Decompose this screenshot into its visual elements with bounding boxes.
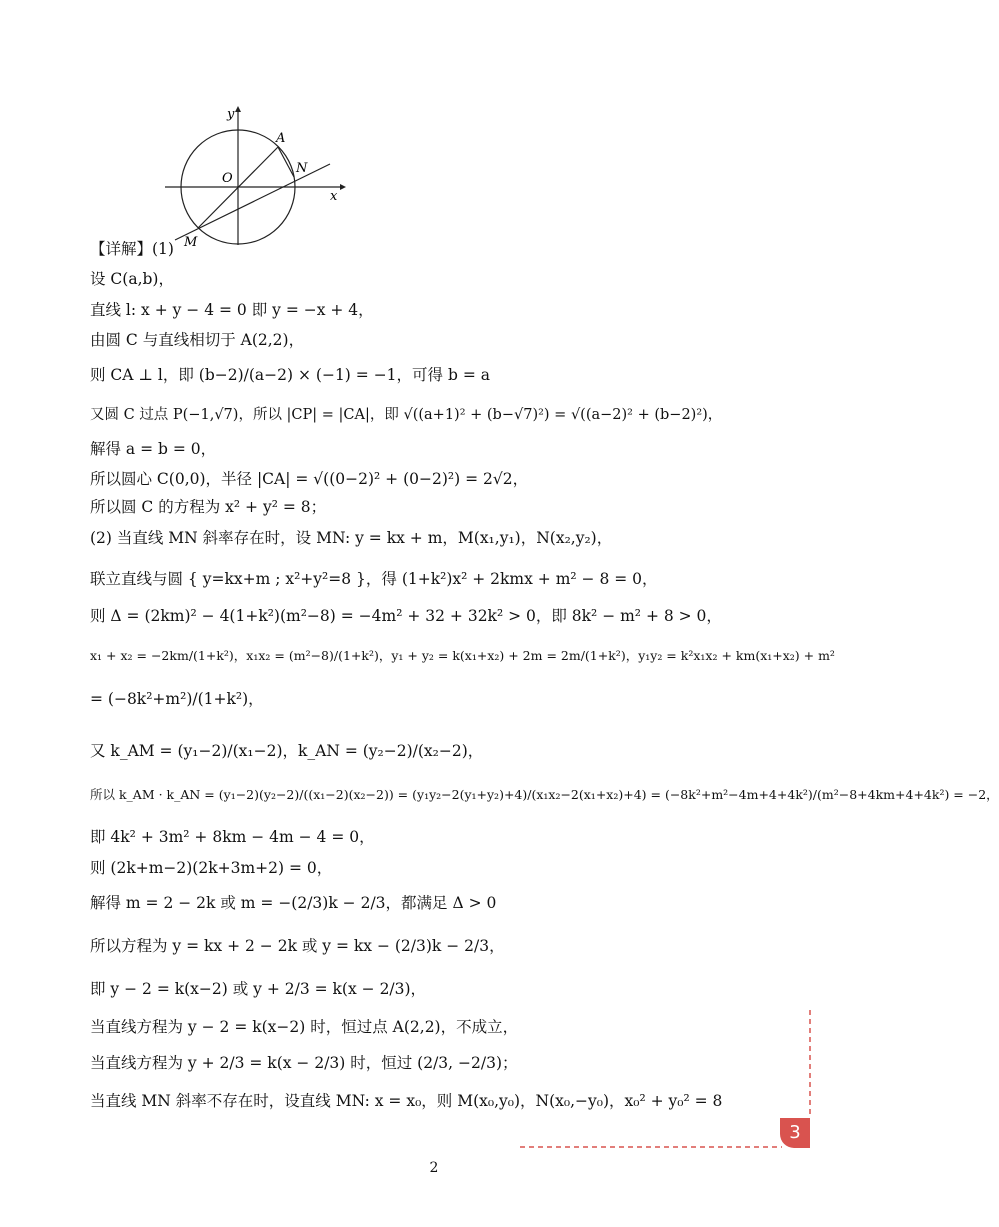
label-m: M <box>184 235 198 250</box>
solution-line: (2) 当直线 MN 斜率存在时，设 MN: y = kx + m，M(x₁,y₁)，N(x₂,y₂)， <box>90 529 613 547</box>
solution-line: 当直线 MN 斜率不存在时，设直线 MN: x = x₀，则 M(x₀,y₀)，N(x₀,−y₀)，x₀² + y₀² = 8 <box>90 1092 723 1110</box>
solution-line: 又 k_AM = (y₁−2)/(x₁−2)，k_AN = (y₂−2)/(x₂−2)， <box>90 742 484 760</box>
label-x: x <box>330 189 338 204</box>
solution-line: = (−8k²+m²)/(1+k²)， <box>90 690 264 708</box>
solution-line: 即 y − 2 = k(x−2) 或 y + 2/3 = k(x − 2/3)， <box>90 980 427 998</box>
solution-line: 则 CA ⊥ l，即 (b−2)/(a−2) × (−1) = −1，可得 b = a <box>90 366 490 384</box>
solution-line: 当直线方程为 y − 2 = k(x−2) 时，恒过点 A(2,2)，不成立， <box>90 1018 519 1036</box>
solution-line: 直线 l: x + y − 4 = 0 即 y = −x + 4， <box>90 301 374 319</box>
label-y: y <box>227 107 235 122</box>
solution-line: 即 4k² + 3m² + 8km − 4m − 4 = 0， <box>90 828 375 846</box>
solution-line: 所以 k_AM · k_AN = (y₁−2)(y₂−2)/((x₁−2)(x₂−2)) = (y₁y₂−2(y₁+y₂)+4)/(x₁x₂−2(x₁+x₂)+4) = (−8k²+m²−4m+4+4k²)/(m²−8+4km+4+4k²) = −2， <box>90 787 999 802</box>
solution-line: 解得 m = 2 − 2k 或 m = −(2/3)k − 2/3，都满足 Δ > 0 <box>90 894 497 912</box>
label-o: O <box>222 171 233 186</box>
label-n: N <box>296 161 308 176</box>
page-number: 2 <box>429 1160 439 1176</box>
solution-line: 所以方程为 y = kx + 2 − 2k 或 y = kx − (2/3)k − 2/3， <box>90 937 505 955</box>
page-badge: 3 <box>780 1118 810 1148</box>
solution-heading: 【详解】(1) <box>90 240 174 258</box>
solution-line: 所以圆 C 的方程为 x² + y² = 8； <box>90 498 327 516</box>
solution-line: 联立直线与圆 { y=kx+m ; x²+y²=8 }，得 (1+k²)x² + 2kmx + m² − 8 = 0， <box>90 570 658 588</box>
solution-line: 又圆 C 过点 P(−1,√7)，所以 |CP| = |CA|，即 √((a+1)² + (b−√7)²) = √((a−2)² + (b−2)²)， <box>90 407 723 423</box>
solution-line: 所以圆心 C(0,0)，半径 |CA| = √((0−2)² + (0−2)²) = 2√2， <box>90 470 529 488</box>
solution-line: x₁ + x₂ = −2km/(1+k²)，x₁x₂ = (m²−8)/(1+k²)，y₁ + y₂ = k(x₁+x₂) + 2m = 2m/(1+k²)，y₁y₂ = k²x₁x₂ + km(x₁+x₂) + m² <box>90 648 835 663</box>
solution-line: 则 Δ = (2km)² − 4(1+k²)(m²−8) = −4m² + 32 + 32k² > 0，即 8k² − m² + 8 > 0， <box>90 607 722 625</box>
solution-line: 由圆 C 与直线相切于 A(2,2)， <box>90 331 305 349</box>
label-a: A <box>276 131 286 146</box>
solution-line: 则 (2k+m−2)(2k+3m+2) = 0， <box>90 859 333 877</box>
solution-line: 解得 a = b = 0， <box>90 440 217 458</box>
solution-line: 当直线方程为 y + 2/3 = k(x − 2/3) 时，恒过 (2/3, −2/3)； <box>90 1054 518 1072</box>
solution-line: 设 C(a,b)， <box>90 270 174 288</box>
